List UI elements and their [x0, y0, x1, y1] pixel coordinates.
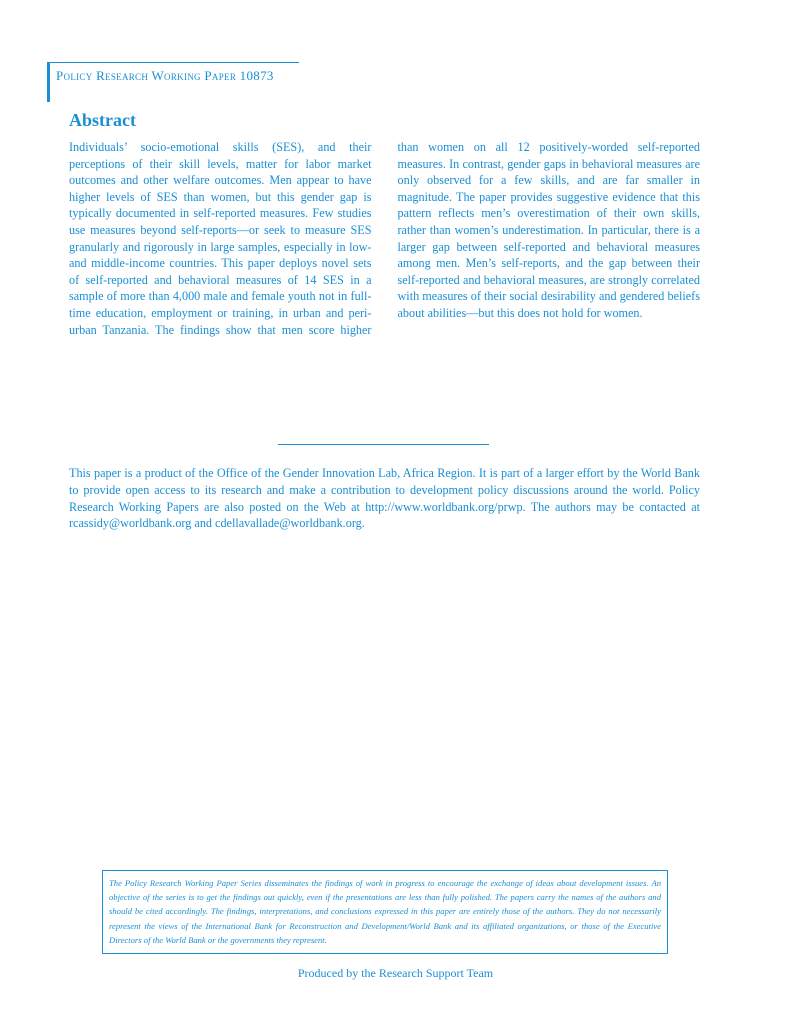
disclaimer-box [102, 870, 668, 954]
abstract-heading: Abstract [69, 110, 136, 130]
series-title: Policy Research Working Paper 10873 [56, 68, 274, 83]
section-divider [278, 444, 489, 445]
header-accent-bar [47, 62, 50, 102]
abstract-body: Individuals’ socio-emotional skills (SES), and their perceptions of their skill levels, matter for labor market outcomes and other welfare outcomes. Men appear to have higher levels of SES than women, but this gender gap is typically documented in self-reported measures. Few studies use measures beyond self-reports—or seek to measure SES granularly and rigorously in large samples, especially in low- and middle-income countries. This paper deploys novel sets of self-reported and behavioral measures of 14 SES in a sample of more than 4,000 male and female youth not in full-time education, employment or training, in urban and peri-urban Tanzania. The findings show that men score higher than women on all 12 positively-worded self-reported measures. In contrast, gender gaps in behavioral measures are only observed for a few skills, and are far smaller in magnitude. The paper provides suggestive evidence that this pattern reflects men’s overestimation of their own skills, rather than women’s underestimation. In particular, there is a larger gap between self-reported and behavioral measures among men. Men’s self-reports, and the gap between their self-reported and behavioral measures, are strongly correlated with measures of their social desirability and gendered beliefs about abilities—but this does not hold for women. [69, 140, 700, 337]
header-rule [47, 62, 299, 63]
produced-by-footer: Produced by the Research Support Team [297, 966, 494, 980]
product-note: This paper is a product of the Office of the Gender Innovation Lab, Africa Region. It is part of a larger effort by the World Bank to provide open access to its research and make a contribution to development policy discussions around the world. Policy Research Working Papers are also posted on the Web at http://www.worldbank.org/prwp. The authors may be contacted at rcassidy@worldbank.org and cdellavallade@worldbank.org. [69, 466, 700, 531]
disclaimer-text: The Policy Research Working Paper Series disseminates the findings of work in progress to encourage the exchange of ideas about development issues. An objective of the series is to get the findings out quickly, even if the presentations are less than fully polished. The papers carry the names of the authors and should be cited accordingly. The findings, interpretations, and conclusions expressed in this paper are entirely those of the authors. They do not necessarily represent the views of the International Bank for Reconstruction and Development/World Bank and its affiliated organizations, or those of the Executive Directors of the World Bank or the governments they represent. [109, 878, 661, 945]
